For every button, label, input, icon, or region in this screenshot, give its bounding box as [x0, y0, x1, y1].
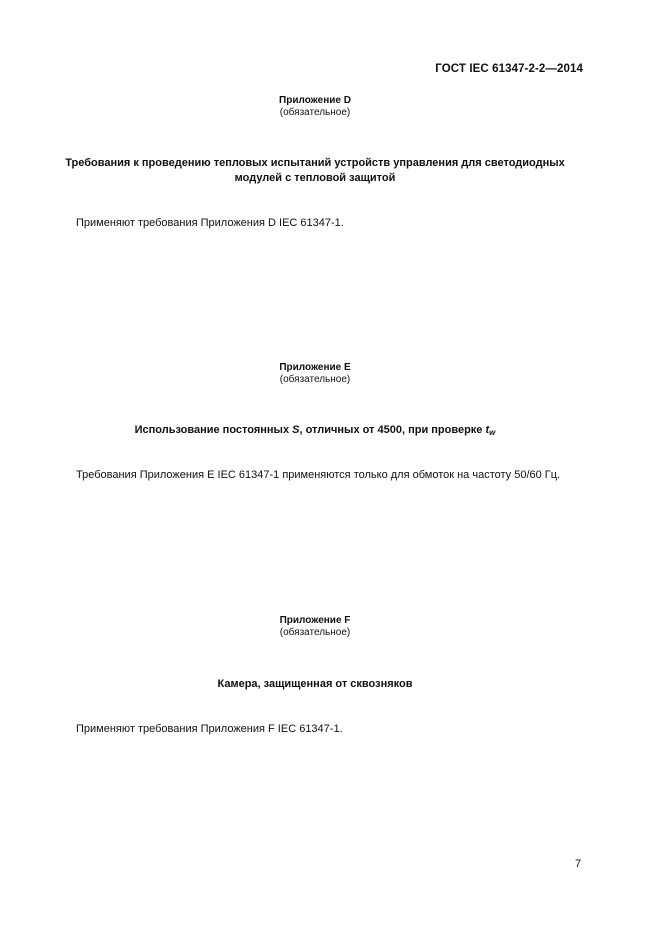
symbol-s: S: [292, 424, 300, 436]
annex-d-status: (обязательное): [279, 107, 351, 118]
annex-d-heading-line2: модулей с тепловой защитой: [234, 172, 396, 184]
annex-d-title: Приложение D: [279, 95, 351, 106]
document-code: ГОСТ IEC 61347-2-2—2014: [435, 63, 583, 75]
annex-f-status: (обязательное): [279, 627, 351, 638]
symbol-t: t: [485, 424, 490, 436]
annex-f-body: Применяют требования Приложения F IEC 61347-1.: [76, 723, 343, 735]
annex-e-heading-part2: , отличных от 4500, при проверке: [299, 424, 486, 436]
annex-e-status: (обязательное): [279, 374, 351, 385]
annex-e-title: Приложение E: [279, 362, 351, 373]
annex-e-heading-part1: Использование постоянных: [134, 424, 293, 436]
annex-e-heading: [40, 423, 590, 440]
page-number: 7: [575, 858, 582, 870]
annex-d-heading: [40, 156, 590, 186]
annex-f-title: Приложение F: [279, 615, 351, 626]
annex-d-body: Применяют требования Приложения D IEC 61347-1.: [76, 217, 344, 229]
annex-d-heading-line1: Требования к проведению тепловых испытаний устройств управления для светодиодных: [65, 157, 565, 169]
symbol-t-subscript: w: [489, 428, 496, 437]
annex-e-body: Требования Приложения E IEC 61347-1 применяются только для обмоток на частоту 50/60 Гц.: [76, 469, 561, 481]
annex-f-heading: Камера, защищенная от сквозняков: [217, 678, 413, 690]
